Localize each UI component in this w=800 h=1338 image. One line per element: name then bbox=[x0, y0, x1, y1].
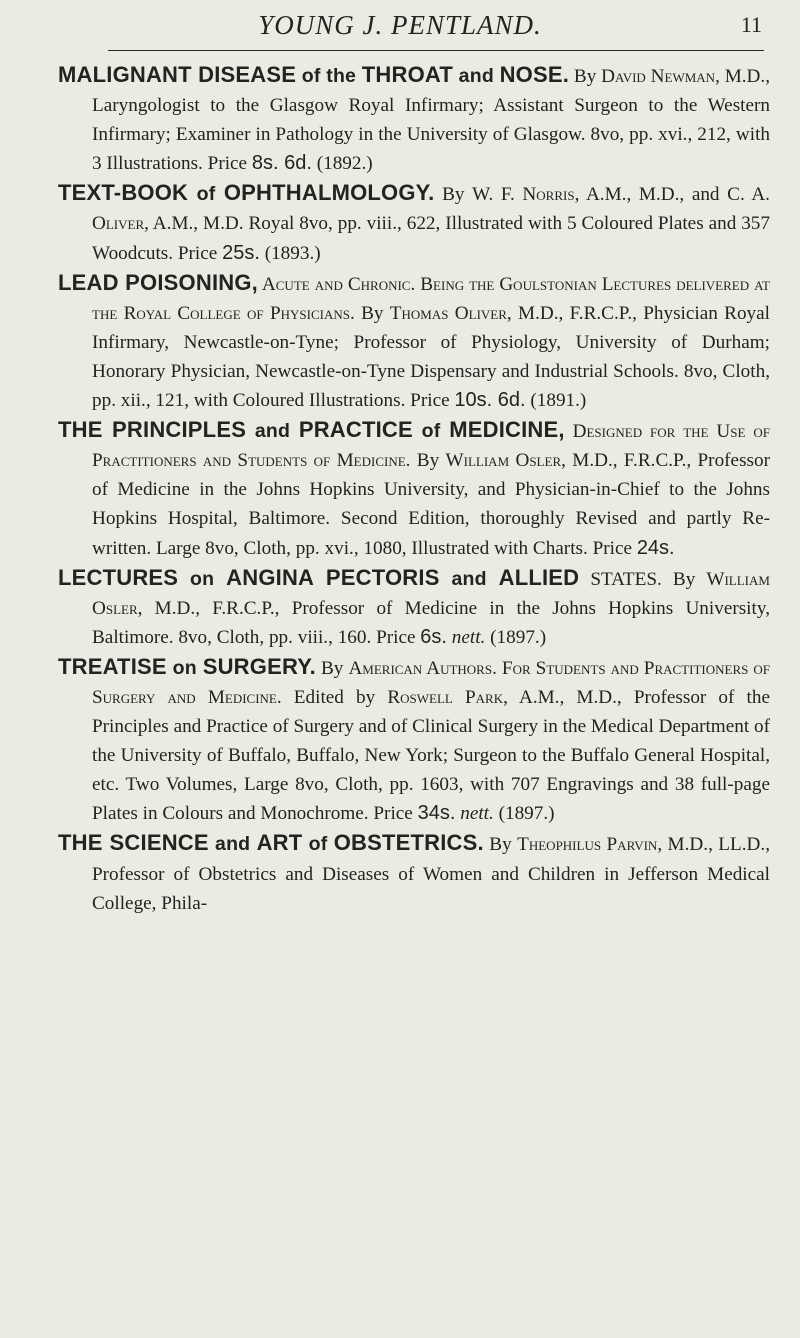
entry-title: THE SCIENCE and ART of OBSTETRICS. bbox=[58, 830, 484, 856]
entry-subtitle: Designed for the Use of Practitioners and Students of Medicine. bbox=[92, 421, 771, 472]
author-name: Theophilus Parvin bbox=[517, 834, 658, 856]
author-name: William Osler bbox=[445, 450, 562, 472]
header-rule bbox=[108, 50, 764, 51]
running-title: YOUNG J. PENTLAND. bbox=[258, 10, 542, 40]
price: 25s. bbox=[222, 241, 260, 264]
entry-title-continued: STATES. bbox=[579, 568, 662, 590]
catalogue-entry: MALIGNANT DISEASE of the THROAT and NOSE. By David Newman, M.D., Laryngologist to the Glasgow Royal Infirmary; Assistant Surgeon to the Western Infirmary; Examiner in Pathology in the University of Glasgow. 8vo, pp. xvi., 212, with 3 Illustrations. Price 8s. 6d. (1892.) bbox=[58, 62, 771, 175]
page-number: 11 bbox=[740, 12, 762, 37]
author-name: Roswell Park bbox=[387, 686, 504, 708]
price: 6s. bbox=[420, 625, 447, 648]
price: 8s. 6d. bbox=[251, 152, 312, 175]
catalogue-entry: THE PRINCIPLES and PRACTICE of MEDICINE, Designed for the Use of Practitioners and Students of Medicine. By William Osler, M.D., F.R.C.P., Professor of Medicine in the Johns Hopkins University, and Physician-in-Chief to the Johns Hopkins Hospital, Baltimore. Second Edition, thoroughly Revised and partly Re-written. Large 8vo, Cloth, pp. xvi., 1080, Illustrated with Charts. Price 24s. bbox=[58, 417, 771, 559]
catalogue-entry: LECTURES on ANGINA PECTORIS and ALLIED STATES. By William Osler, M.D., F.R.C.P., Professor of Medicine in the Johns Hopkins University, Baltimore. 8vo, Cloth, pp. viii., 160. Price 6s. nett. (1897.) bbox=[58, 564, 770, 648]
entry-title: LECTURES on ANGINA PECTORIS and ALLIED bbox=[58, 564, 580, 590]
author-name: William Osler bbox=[92, 568, 770, 619]
author-name: David Newman bbox=[601, 66, 716, 87]
entry-title: THE PRINCIPLES and PRACTICE of MEDICINE, bbox=[58, 417, 565, 443]
entry-title: TEXT-BOOK of OPHTHALMOLOGY. bbox=[58, 180, 435, 206]
author-name: W. F. Norris bbox=[472, 184, 575, 206]
price: 34s. bbox=[417, 802, 456, 825]
price: 10s. 6d. bbox=[454, 389, 526, 412]
catalogue-entry: TREATISE on SURGERY. By American Authors. For Students and Practitioners of Surgery and Medicine. Edited by Roswell Park, A.M., M.D., Professor of the Principles and Practice of Surgery and of Clinical Surgery in the Medical Department of the University of Buffalo, Buffalo, New York; Surgeon to the Buffalo General Hospital, etc. Two Volumes, Large 8vo, Cloth, pp. 1603, with 707 Engravings and 38 full-page Plates in Colours and Monochrome. Price 34s. nett. (1897.) bbox=[58, 653, 770, 825]
entry-title: LEAD POISONING, bbox=[58, 269, 258, 295]
entry-subtitle: Acute and Chronic. Being the Goulstonian Lectures delivered at the Royal College of Physicians. bbox=[92, 273, 770, 324]
catalogue-entry: TEXT-BOOK of OPHTHALMOLOGY. By W. F. Norris, A.M., M.D., and C. A. Oliver, A.M., M.D. Royal 8vo, pp. viii., 622, Illustrated with 5 Coloured Plates and 357 Woodcuts. Price 25s. (1893.) bbox=[58, 180, 770, 264]
price: 24s. bbox=[636, 536, 675, 559]
entry-title: TREATISE on SURGERY. bbox=[58, 653, 316, 679]
entry-title: MALIGNANT DISEASE of the THROAT and NOSE. bbox=[58, 62, 570, 87]
catalogue-entry: LEAD POISONING, Acute and Chronic. Being the Goulstonian Lectures delivered at the Royal College of Physicians. By Thomas Oliver, M.D., F.R.C.P., Physician Royal Infirmary, Newcastle-on-Tyne; Professor of Physiology, University of Durham; Honorary Physician, Newcastle-on-Tyne Dispensary and Industrial Schools. 8vo, Cloth, pp. xii., 121, with Coloured Illustrations. Price 10s. 6d. (1891.) bbox=[58, 269, 770, 412]
entry-subtitle: American Authors. For Students and Practitioners of Surgery and Medicine. bbox=[92, 657, 770, 708]
author-name: C. A. Oliver bbox=[92, 184, 770, 235]
catalogue-entry: THE SCIENCE and ART of OBSTETRICS. By Theophilus Parvin, M.D., LL.D., Professor of Obstetrics and Diseases of Women and Children in Jefferson Medical College, Phila- bbox=[58, 830, 770, 914]
catalogue-entries bbox=[58, 60, 770, 918]
author-name: Thomas Oliver bbox=[389, 302, 507, 324]
